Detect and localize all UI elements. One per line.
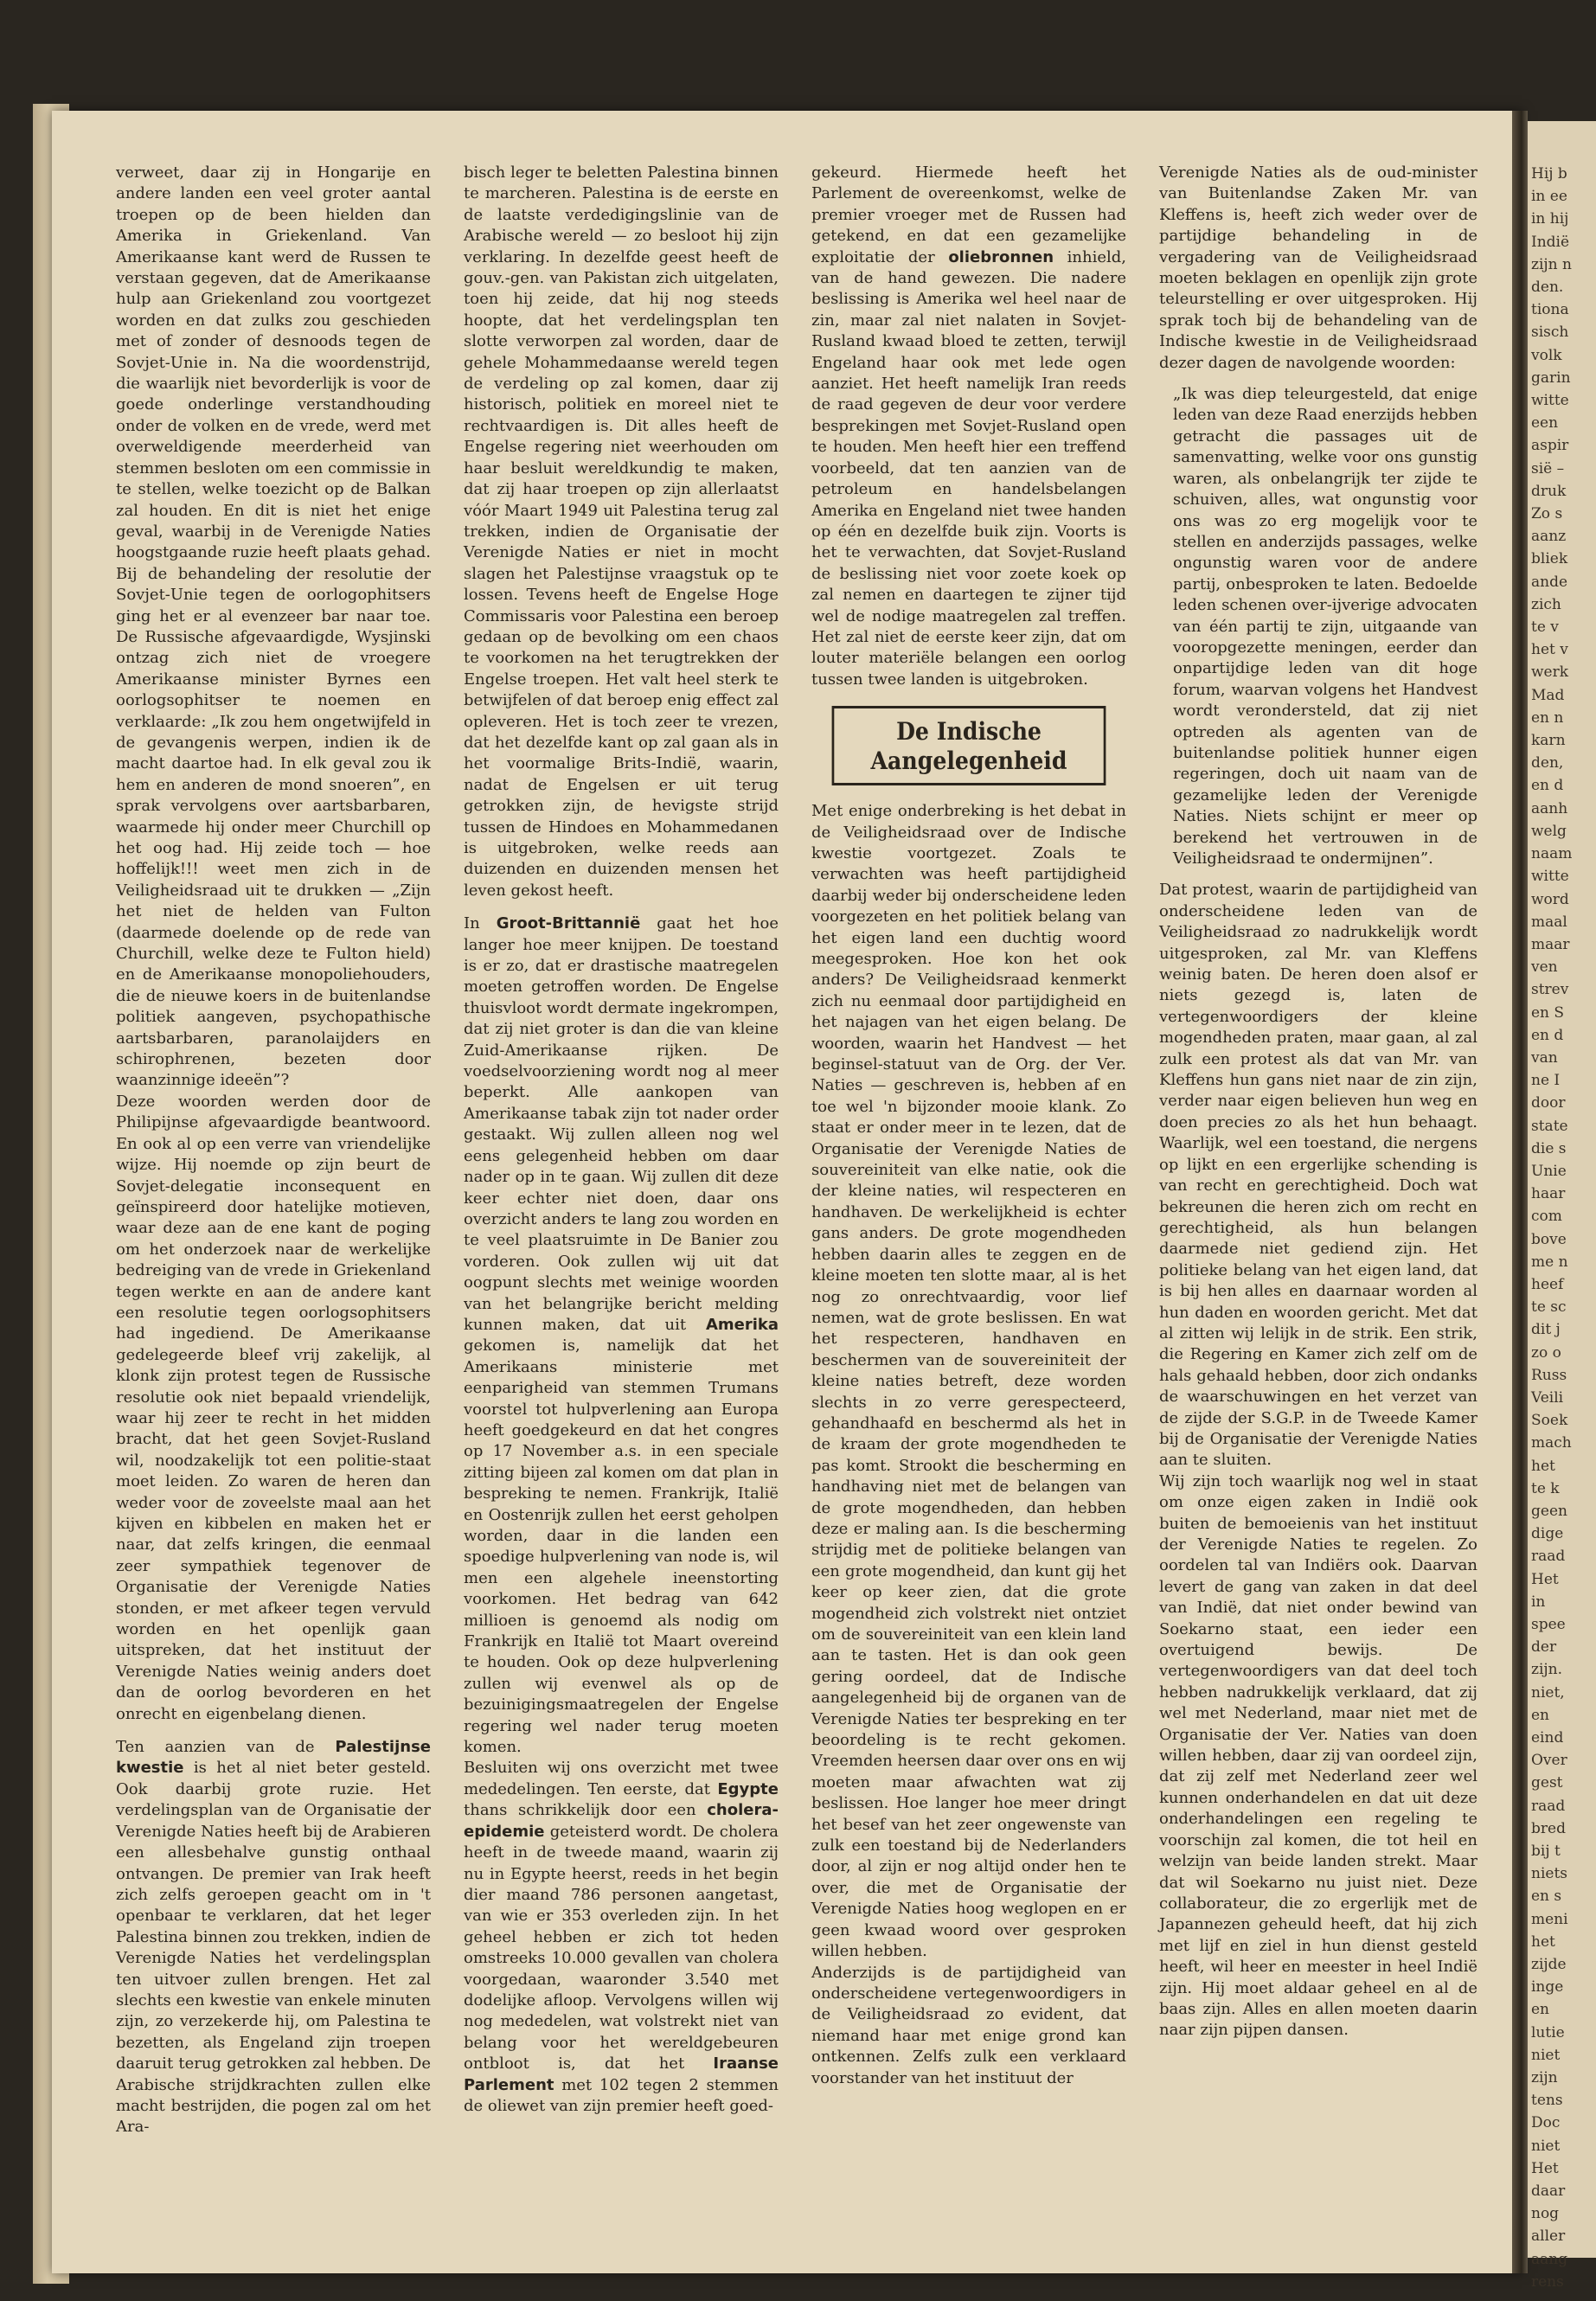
bold-term: Groot-Brittannië — [496, 914, 641, 933]
next-page-fragment: den. — [1531, 279, 1564, 297]
next-page-fragment: ande — [1531, 573, 1568, 591]
next-page-fragment: nog — [1531, 2205, 1560, 2223]
next-page-fragment: eind — [1531, 1729, 1564, 1747]
quote-paragraph: „Ik was diep teleurgesteld, dat enige leden van deze Raad enerzijds hebben getracht die passages uit de samenvatting, welke voor ons gunstig waren, als onbelangrijk ter zijde te schuiven, alles, wat ongunstig voor ons was zo erg mogelijk voor te stellen en anderzijds passages, welke ongunstig waren voor de andere partij, onbesproken te laten. Bedoelde leden schenen over-ijverige advocaten van één partij te zijn, uitgaande van vooropgezette meningen, eerder dan onpartijdige leden van dit hoge forum, waarvan volgens het Handvest wordt verondersteld, dat zij niet optreden als agenten van de buitenlandse politiek hunner eigen regeringen, doch uit naam van de gezamelijke leden der Verenigde Naties. Niets schijnt er meer op berekend het vertrouwen in de Veiligheidsraad te ondermijnen”. — [1173, 385, 1477, 868]
next-page-fragment: en d — [1531, 777, 1564, 795]
next-page-fragment: ne I — [1531, 1072, 1561, 1090]
next-page-fragment: Veili — [1531, 1388, 1564, 1407]
next-page-fragment: karn — [1531, 732, 1566, 750]
paragraph — [464, 913, 779, 1758]
next-page-fragment: Soek — [1531, 1412, 1568, 1430]
paragraph: Met enige onderbreking is het debat in de Veiligheidsraad over de Indische kwestie voortgezet. Zoals te verwachten was heeft partijdigheid daarbij weder bij onderscheidene leden voorgezeten en het politiek belang van het eigen land een duchtig woord meegesproken. Hoe kon het ook anders? De Veiligheidsraad kenmerkt zich nu eenmaal door partijdigheid en het najagen van het eigen belang. De woorden, waarin het Handvest — het beginsel-statuut van de Org. der Ver. Naties — geschreven is, hebben af en toe wel 'n bijzonder mooie klank. Zo staat er onder meer in te lezen, dat de Organisatie der Verenigde Naties de souvereiniteit van elke natie, ook die der kleine naties, wil respecteren en handhaven. De werkelijkheid is echter gans anders. De grote mogendheden hebben daarin alles te zeggen en de kleine moeten ten slotte maar, al is het nog zo onrechtvaardig, voor lief nemen, wat de grote beslissen. En wat het respecteren, handhaven en beschermen van de souvereiniteit der kleine naties betreft, deze worden slechts in zo verre gerespecteerd, gehandhaafd en beschermd als het in de kraam der grote mogendheden te pas komt. Strookt die bescherming en handhaving niet met de belangen van de grote mogendheden, dan hebben deze er maling aan. Is die bescherming strijdig met de politieke belangen van een grote mogendheid, dan kunt gij het keer op keer zien, dat die grote mogendheid zich volstrekt niet ontziet om de souvereiniteit van een klein land aan te tasten. Het is dan ook geen gering oordeel, dat de Indische aangelegenheid bij de organen van de Verenigde Naties ter bespreking en ter beoordeling is te recht gekomen. Vreemden heersen daar over ons en wij moeten maar afwachten wat zij beslissen. Hoe langer hoe meer dringt het besef van het zeer ongewenste van zulk een toestand bij de Nederlanders door, al zijn er nog altijd onder hen te over, die met de Organisatie der Verenigde Naties hoog weglopen en er geen kwaad woord over gesproken willen hebben. — [811, 802, 1126, 1961]
next-page-fragment: mach — [1531, 1434, 1572, 1452]
next-page-fragment: Unie — [1531, 1162, 1567, 1180]
next-page-fragment: gest — [1531, 1774, 1563, 1792]
next-page-fragment: het — [1531, 1932, 1555, 1951]
next-page-fragment: welg — [1531, 822, 1567, 840]
next-page-fragment: niet — [1531, 2046, 1561, 2064]
page-fold-shadow — [1512, 111, 1528, 2273]
next-page-fragment: te k — [1531, 1479, 1560, 1497]
next-page-fragment: witte — [1531, 868, 1569, 886]
next-page-fragment: en — [1531, 2001, 1550, 2019]
text-run: gekeurd. Hiermede heeft het Parlement de overeenkomst, welke de premier vroeger met de Russen had getekend, en dat een gezamelijke exploitatie der — [811, 163, 1126, 266]
next-page-fragment: meni — [1531, 1910, 1568, 1928]
text-run: Ten aanzien van de — [116, 1738, 336, 1757]
next-page-fragment: witte — [1531, 392, 1569, 410]
paragraph: Dat protest, waarin de partijdigheid van onderscheidene leden van de Veiligheidsraad zo nadrukkelijk wordt uitgesproken, zal Mr. van Kleffens weinig baten. De heren doen alsof er niets gezegd is, laten de vertegenwoordigers der kleine mogendheden praten, maar gaan, al zal zulk een protest als dat van Mr. van Kleffens hun gans niet naar de zin zijn, verder naar eigen believen hun weg en doen precies zo als het hun behaagt. Waarlijk, wel een toestand, die nergens op lijkt en een ergerlijke schending is van recht en gerechtigheid. Doch wat bekreunen die heren zich om recht en gerechtigheid, als hun belangen daarmede niet gediend zijn. Het politieke belang van het eigen land, dat is bij hen alles en daarnaar worden al hun daden en woorden gericht. Met dat al zitten wij lelijk in de strik. Een strik, die Regering en Kamer zich zelf om de hals gehaald hebben, door zich ondanks de waarschuwingen en het verzet van de zijde der S.G.P. in de Tweede Kamer bij de Organisatie der Verenigde Naties aan te sluiten. — [1159, 881, 1477, 1470]
next-page-fragment: Over — [1531, 1752, 1567, 1770]
next-page-fragment: com — [1531, 1208, 1562, 1226]
paragraph: Anderzijds is de partijdigheid van onderscheidene vertegenwoordigers in de Veiligheidsraad zo evident, dat niemand haar met enige grond kan ontkennen. Zelfs zulk een verklaard voorstander van het instituut der — [811, 1963, 1126, 2087]
article-column-4 — [1159, 163, 1477, 2041]
next-page-fragment: niets — [1531, 1865, 1568, 1883]
next-page-fragment: bred — [1531, 1819, 1566, 1837]
next-page-fragment: maar — [1531, 935, 1570, 953]
next-page-fragment: heef — [1531, 1275, 1564, 1293]
next-page-fragment: Russ — [1531, 1366, 1567, 1384]
next-page-fragment: werk — [1531, 663, 1569, 682]
bold-term: cholera-epidemie — [464, 1801, 779, 1841]
paragraph: bisch leger te beletten Palestina binnen te marcheren. Palestina is de eerste en de laatste verdedigingslinie van de Arabische wereld — zo besloot hij zijn verklaring. In dezelfde geest heeft de gouv.-gen. van Pakistan zich uitgelaten, toen hij zeide, dat hij nog steeds hoopte, dat het verdelingsplan ten slotte verworpen zal worden, daar de gehele Mohammedaanse wereld tegen de verdeling op zal komen, daar zij historisch, politiek en moreel niet te rechtvaardigen is. Dit alles heeft de Engelse regering niet weerhouden om haar besluit wereldkundig te maken, dat zij haar troepen op zijn allerlaatst vóór Maart 1949 uit Palestina terug zal trekken, indien de Organisatie der Verenigde Naties er niet in mocht slagen het Palestijnse vraagstuk op te lossen. Tevens heeft de Engelse Hoge Commissaris voor Palestina een beroep gedaan op de bevolking om een chaos te voorkomen na het terugtrekken der Engelse troepen. Het valt heel sterk te betwijfelen of dat beroep enig effect zal opleveren. Het is toch zeer te vrezen, dat het dezelfde kant op zal gaan als in het voormalige Brits-Indië, waarin, nadat de Engelsen er uit terug getrokken zijn, de hevigste strijd tussen de Hindoes en Mohammedanen is uitgebroken, welke reeds aan duizenden en duizenden mensen het leven gekost heeft. — [464, 163, 779, 900]
next-page-fragment: een — [1531, 414, 1559, 433]
next-page-fragment: bliek — [1531, 550, 1568, 568]
next-page-fragment: inge — [1531, 1978, 1564, 1997]
next-page-fragment: ven — [1531, 958, 1558, 977]
next-page-fragment: Doc — [1531, 2114, 1561, 2132]
next-page-fragment: lutie — [1531, 2023, 1565, 2041]
next-page-fragment: te v — [1531, 619, 1559, 637]
next-page-fragment: aanh — [1531, 799, 1568, 817]
next-page-fragment: raad — [1531, 1797, 1566, 1815]
paragraph — [116, 1737, 431, 2138]
next-page-fragment: aang — [1531, 2250, 1568, 2268]
next-page-fragment: daar — [1531, 2182, 1566, 2201]
next-page-fragment: te sc — [1531, 1298, 1567, 1317]
next-page-fragment: tens — [1531, 2092, 1563, 2110]
next-page-fragment: in — [1531, 1593, 1546, 1611]
article-column-1 — [116, 163, 431, 2138]
next-page-fragment: aspir — [1531, 437, 1569, 455]
next-page-fragment: in ee — [1531, 188, 1567, 206]
section-heading: De Indische Aangelegenheid — [832, 706, 1106, 785]
next-page-fragment: Het — [1531, 1570, 1559, 1588]
article-column-3 — [811, 163, 1126, 2089]
next-page-fragment: niet, — [1531, 1683, 1565, 1702]
text-run: thans schrikkelijk door een — [464, 1801, 708, 1820]
next-page-fragment: Zo s — [1531, 505, 1563, 523]
article-column-2 — [464, 163, 779, 2117]
text-run: is het al niet beter gesteld. Ook daarbij grote ruzie. Het verdelingsplan van de Organisatie der Verenigde Naties heeft bij de Arabieren een allesbehalve gunstig onthaal ontvangen. De premier van Irak heeft zich zelfs geroepen geacht om in 't openbaar te verklaren, dat het leger Palestina binnen zou trekken, indien de Verenigde Naties het verdelingsplan ten uitvoer zullen brengen. Het zal slechts een kwestie van enkele minuten zijn, zo verzekerde hij, om Palestina te bezetten, als Engeland zijn troepen daaruit terug getrokken zal hebben. De Arabische strijdkrachten zullen elke macht bestrijden, die pogen zal om het Ara- — [116, 1759, 431, 2137]
next-page-fragment: dige — [1531, 1525, 1564, 1543]
paragraph: verweet, daar zij in Hongarije en andere landen een veel groter aantal troepen op de been hielden dan Amerika in Griekenland. Van Amerikaanse kant werd de Russen te verstaan gegeven, dat de Amerikaanse hulp aan Griekenland zou voortgezet worden en dat zulks zou geschieden met of zonder of desnoods tegen de Sovjet-Unie in. Na die woordenstrijd, die waarlijk niet bevorderlijk is voor de goede onderlinge verstandhouding onder de volken en de vrede, werd met overweldigende meerderheid van stemmen besloten om een commissie in te stellen, welke toezicht op de Balkan zal houden. En dit is niet het enige geval, waarbij in de Verenigde Naties hoogstgaande ruzie heeft plaats gehad. Bij de behandeling der resolutie der Sovjet-Unie tegen de oorlogophitsers ging het er al evenzeer bar naar toe. De Russische afgevaardigde, Wysjinski ontzag zich niet de vroegere Amerikaanse minister Byrnes een oorlogsophitser te noemen en verklaarde: „Ik zou hem ongetwijfeld in de gevangenis werpen, indien ik de macht daartoe had. In elk geval zou ik hem en anderen de mond snoeren”, en sprak vervolgens over aartsbarbaren, waarmede hij onder meer Churchill op het oog had. Hij zeide toch — hoe hoffelijk!!! weet men zich in de Veiligheidsraad uit te drukken — „Zijn het niet de helden van Fulton (daarmede doelende op de rede van Churchill, welke deze te Fulton hield) en de Amerikaanse monopoliehouders, die de nieuwe koers in de buitenlandse politiek aangeven, psychopathische aartsbarbaren, paranolaijders en schirophrenen, bezeten door waanzinnige ideeën”? — [116, 163, 431, 1090]
bold-term: Egypte — [717, 1779, 779, 1798]
text-run: gekomen is, namelijk dat het Amerikaans ministerie met eenparigheid van stemmen Trumans voorstel tot hulpverlening aan Europa heeft goedgekeurd en dat het congres op 17 November a.s. in een speciale zitting bijeen zal komen om dat plan in bespreking te nemen. Frankrijk, Italië en Oostenrijk zullen het eerst geholpen worden, daar in die landen een spoedige hulpverlening van node is, wil men een algehele ineenstorting voorkomen. Het bedrag van 642 millioen is genoemd als nodig om Frankrijk en Italië tot Maart overeind te houden. Ook op deze hulpverlening zullen wij evenwel als op de bezuinigingsmaatregelen der Engelse regering wel nader terug moeten komen. — [464, 1336, 779, 1757]
text-run: geteisterd wordt. De cholera heeft in de tweede maand, waarin zij nu in Egypte heerst, reeds in het begin dier maand 786 personen aangetast, van wie er 353 overleden zijn. In het geheel hebben er zich tot heden omstreeks 10.000 gevallen van cholera voorgedaan, waaronder 3.540 met dodelijke afloop. Vervolgens willen wij nog mededelen, wat volstrekt niet van belang voor het wereldgebeuren ontbloot is, dat het — [464, 1822, 779, 2073]
next-page-fragment: zijn n — [1531, 255, 1572, 273]
next-page-fragment: Het — [1531, 2159, 1559, 2177]
next-page-fragment: raad — [1531, 1548, 1566, 1566]
text-run: Besluiten wij ons overzicht met twee mededelingen. Ten eerste, dat — [464, 1759, 779, 1798]
next-page-fragment: en — [1531, 1706, 1550, 1724]
next-page-fragment: state — [1531, 1117, 1568, 1135]
next-page-fragment: het v — [1531, 641, 1568, 659]
next-page-fragment: bij t — [1531, 1843, 1561, 1861]
next-page-fragment: niet — [1531, 2137, 1561, 2155]
next-page-fragment: bove — [1531, 1230, 1567, 1248]
bold-term: Palestijnse kwestie — [116, 1738, 431, 1778]
next-page-fragment: Mad — [1531, 686, 1565, 704]
next-page-fragment: volk — [1531, 346, 1562, 364]
next-page-fragment: spee — [1531, 1616, 1566, 1633]
next-page-fragment: zich — [1531, 595, 1561, 613]
next-page-fragment: zijn. — [1531, 1661, 1563, 1679]
next-page-fragment: druk — [1531, 482, 1567, 500]
next-page-fragment: haar — [1531, 1185, 1566, 1203]
text-run: met 102 tegen 2 stemmen de oliewet van zijn premier heeft goed- — [464, 2075, 779, 2115]
paragraph: Wij zijn toch waarlijk nog wel in staat om onze eigen zaken in Indië ook buiten de bemoeienis van het instituut der Verenigde Naties te regelen. Zo oordelen tal van Indiërs ook. Daarvan levert de gang van zaken in dat deel van Indië, dat niet onder bewind van Soekarno staat, een ieder een overtuigend bewijs. De vertegenwoordigers van dat deel toch hebben nadrukkelijk verklaard, dat zij wel met Nederland, maar niet met de Organisatie der Ver. Naties van doen willen hebben, daar zij van oordeel zijn, dat zij zelf met Nederland zeer wel kunnen onderhandelen en dat uit deze onderhandelingen een regeling te voorschijn zal komen, die tot heil en welzijn van beide landen strekt. Maar dat wil Soekarno nu juist niet. Deze collaborateur, die zo ergerlijk met de Japannezen geheuld heeft, dat hij zich met lijf en ziel in hun dienst gesteld heeft, wil heer en meester in heel Indië zijn. Hij moet aldaar geheel en al de baas zijn. Alles en allen moeten daarin naar zijn pijpen dansen. — [1159, 1471, 1477, 2040]
next-page-fragment: van — [1531, 1048, 1558, 1067]
text-run: In — [464, 914, 497, 933]
text-run: gaat het hoe langer hoe meer knijpen. De toestand is er zo, dat er drastische maatregelen moeten getroffen worden. De Engelse thuisvloot wordt dermate ingekrompen, dat zij niet groter is dan die van kleine Zuid-Amerikaanse rijken. De voedselvoorziening wordt nog al meer beperkt. Alle aankopen van Amerikaanse tabak zijn tot nader order gestaakt. Wij zullen alleen nog wel eens gelegenheid hebben om daar nader op in te gaan. Wij zullen dit deze keer echter niet doen, daar ons overzicht anders te lang zou worden en te veel plaatsruimte in De Banier zou vorderen. Ook zullen wij uit dat oogpunt slechts met weinige woorden van het belangrijke bericht melding kunnen maken, dat uit — [464, 914, 779, 1334]
next-page-fragment: sisch — [1531, 324, 1569, 342]
next-page-fragment: aanz — [1531, 528, 1567, 546]
next-page-fragment: tiona — [1531, 301, 1569, 319]
next-page-fragment: word — [1531, 890, 1569, 908]
paragraph: Verenigde Naties als de oud-minister van Buitenlandse Zaken Mr. van Kleffens is, heeft zich weder over de partijdige behandeling in de vergadering van de Veiligheidsraad moeten beklagen en openlijk zijn grote teleurstelling er over uitgesproken. Hij sprak toch bij de behandeling van de Indische kwestie in de Veiligheidsraad dezer dagen de navolgende woorden: — [1159, 163, 1477, 372]
bold-term: Amerika — [705, 1315, 779, 1334]
next-page-fragment: zijn — [1531, 2069, 1558, 2087]
next-page-fragment: geen — [1531, 1502, 1567, 1520]
paragraph: Deze woorden werden door de Philipijnse afgevaardigde beantwoord. En ook al op een verre van vriendelijke wijze. Hij noemde op zijn beurt de Sovjet-delegatie inconsequent en geïnspireerd door hatelijke motieven, waar deze aan de ene kant de poging om het onderzoek naar de werkelijke bedreiging van de vrede in Griekenland tegen werkte en aan de andere kant een resolutie tegen oorlogsophitsers had ingediend. De Amerikaanse gedelegeerde bleef vrij zakelijk, al klonk zijn protest tegen de Russische resolutie ook niet bepaald vriendelijk, waar hij zeer te recht in het midden bracht, dat het geen Sovjet-Rusland wil, noodzakelijk tot een politie-staat moet leiden. Zo waren de heren dan weder voor de zoveelste maal aan het kijven en kibbelen en maken het er naar, dat zelfs kringen, die eenmaal zeer sympathiek tegenover de Organisatie der Verenigde Naties stonden, er met afkeer tegen vervuld worden en het openlijk gaan uitspreken, dat het instituut der Verenigde Naties weinig anders doet dan de oorlog bevorderen en het onrecht en eigenbelang dienen. — [116, 1092, 431, 1723]
next-page-fragment: naam — [1531, 845, 1573, 863]
next-page-fragment: Indië — [1531, 233, 1570, 251]
next-page-edge — [1528, 121, 1596, 2291]
next-page-fragment: zijde — [1531, 1956, 1567, 1974]
next-page-fragment: en s — [1531, 1888, 1562, 1906]
next-page-fragment: strev — [1531, 981, 1569, 999]
next-page-fragment: die s — [1531, 1139, 1567, 1157]
next-page-fragment: der — [1531, 1638, 1557, 1657]
bold-term: Iraanse Parlement — [464, 2054, 779, 2094]
next-page-fragment: me n — [1531, 1253, 1568, 1271]
paragraph — [811, 163, 1126, 690]
next-page-fragment: het — [1531, 1457, 1555, 1475]
next-page-fragment: Hij b — [1531, 165, 1567, 183]
next-page-fragment: aller — [1531, 2227, 1566, 2246]
next-page-fragment: in hij — [1531, 210, 1569, 228]
text-run: inhield, van de hand gewezen. Die nadere beslissing is Amerika wel heel naar de zin, maar zal niet nalaten in Sovjet-Rusland kwaad bloed te zetten, terwijl Engeland haar ook met lede ogen aanziet. Het heeft namelijk Iran reeds de raad gegeven de deur voor verdere besprekingen met Sovjet-Rusland open te houden. Men heeft hier een treffend voorbeeld, dat ten aanzien van de petroleum en handelsbelangen Amerika en Engeland niet twee handen op één en dezelfde buik zijn. Voorts is het te verwachten, dat Sovjet-Rusland de beslissing niet voor zoete koek op zal nemen en daartegen te zijner tijd wel de nodige maatregelen zal treffen. Het zal niet de eerste keer zijn, dat om louter materiële belangen een oorlog tussen twee landen is uitgebroken. — [811, 247, 1126, 689]
next-page-fragment: door — [1531, 1094, 1566, 1112]
next-page-fragment: rens — [1531, 2272, 1564, 2291]
next-page-fragment: maal — [1531, 913, 1567, 931]
next-page-fragment: en n — [1531, 708, 1564, 727]
next-page-fragment: en d — [1531, 1026, 1564, 1044]
next-page-fragment: dit j — [1531, 1321, 1561, 1339]
next-page-fragment: sië – — [1531, 459, 1565, 478]
next-page-fragment: zo o — [1531, 1343, 1561, 1362]
paragraph — [464, 1758, 779, 2117]
next-page-fragment: garin — [1531, 369, 1571, 387]
bold-term: oliebronnen — [948, 247, 1054, 266]
next-page-fragment: en S — [1531, 1003, 1565, 1022]
next-page-fragment: den, — [1531, 754, 1564, 772]
